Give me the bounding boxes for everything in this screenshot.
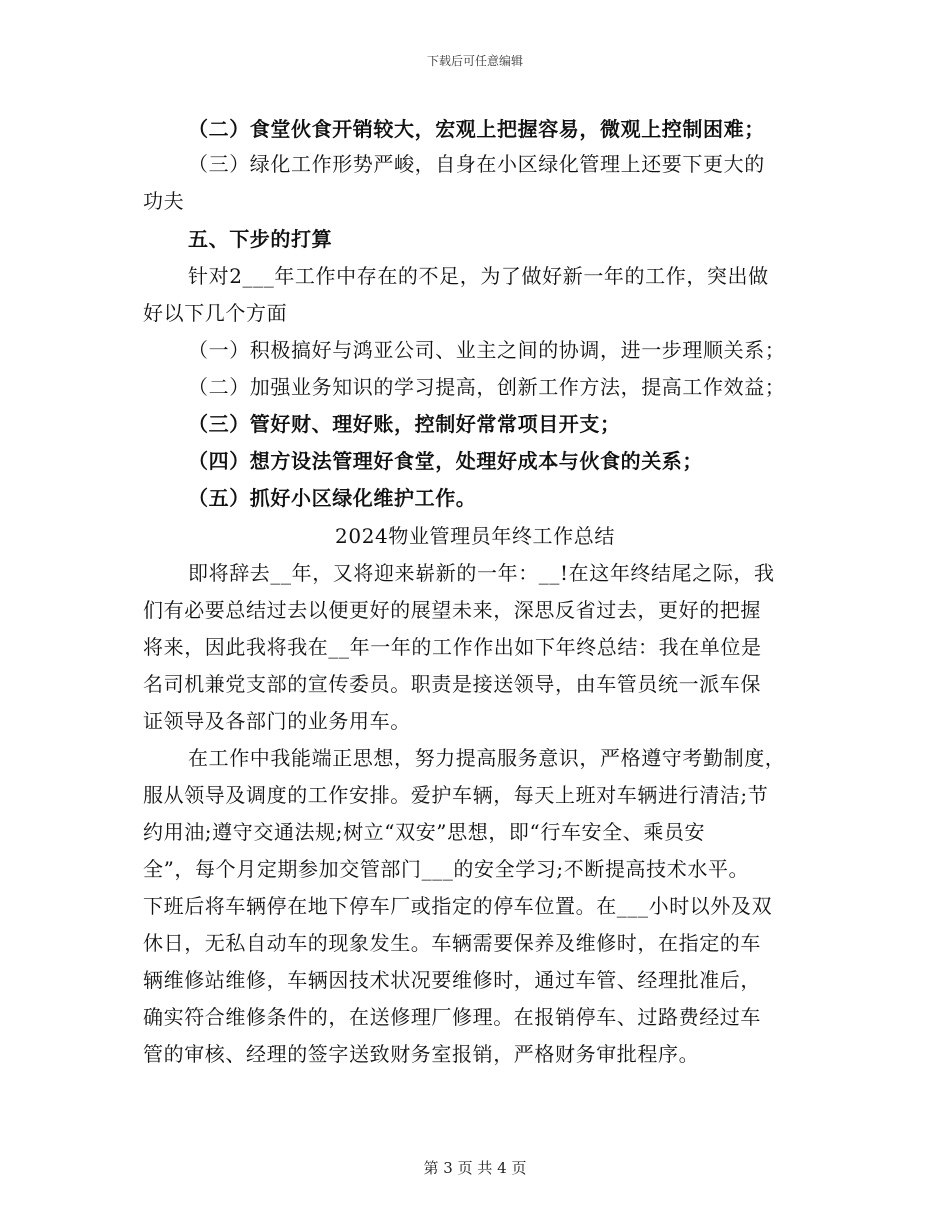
paragraph-line: 下班后将车辆停在地下停车厂或指定的停车位置。在___小时以外及双 — [143, 894, 773, 918]
list-item: （四）想方设法管理好食堂，处理好成本与伙食的关系； — [188, 449, 703, 473]
paragraph-line: 服从领导及调度的工作安排。爱护车辆，每天上班对车辆进行清洁;节 — [143, 783, 769, 807]
list-item: （三）绿化工作形势严峻，自身在小区绿化管理上还要下更大的 — [188, 152, 765, 176]
paragraph-line: 将来，因此我将我在__年一年的工作作出如下年终总结：我在单位是 — [143, 635, 762, 659]
paragraph-line: 针对2___年工作中存在的不足，为了做好新一年的工作，突出做 — [188, 264, 769, 288]
paragraph-line: 约用油;遵守交通法规;树立“双安”思想，即“行车安全、乘员安 — [143, 820, 706, 844]
paragraph-line: 管的审核、经理的签字送致财务室报销，严格财务审批程序。 — [143, 1042, 700, 1066]
paragraph-line: 好以下几个方面 — [143, 301, 288, 325]
paragraph-line: 证领导及各部门的业务用车。 — [143, 709, 411, 733]
list-item: （二）加强业务知识的学习提高，创新工作方法，提高工作效益； — [188, 375, 786, 399]
section-heading: 五、下步的打算 — [188, 227, 333, 251]
list-item: （五）抓好小区绿化维护工作。 — [188, 486, 477, 510]
paragraph-line: 们有必要总结过去以便更好的展望未来，深思反省过去，更好的把握 — [143, 598, 761, 622]
paragraph-line: 全”，每个月定期参加交管部门___的安全学习;不断提高技术水平。 — [143, 857, 750, 881]
list-item: （三）管好财、理好账，控制好常常项目开支； — [188, 412, 621, 436]
paragraph-line: 确实符合维修条件的，在送修理厂修理。在报销停车、过路费经过车 — [143, 1005, 761, 1029]
list-item: （二）食堂伙食开销较大，宏观上把握容易，微观上控制困难； — [188, 117, 765, 141]
paragraph-line: 在工作中我能端正思想，努力提高服务意识，严格遵守考勤制度， — [188, 746, 786, 770]
paragraph-line: 功夫 — [143, 189, 185, 213]
page-footer: 第 3 页 共 4 页 — [423, 1159, 527, 1177]
page-header: 下载后可任意编辑 — [426, 54, 523, 68]
list-item: （一）积极搞好与鸿亚公司、业主之间的协调，进一步理顺关系； — [188, 338, 786, 362]
document-title: 2024物业管理员年终工作总结 — [335, 524, 615, 548]
paragraph-line: 休日，无私自动车的现象发生。车辆需要保养及维修时，在指定的车 — [143, 931, 761, 955]
paragraph-line: 名司机兼党支部的宣传委员。职责是接送领导，由车管员统一派车保 — [143, 672, 761, 696]
paragraph-line: 辆维修站维修，车辆因技术状况要维修时，通过车管、经理批准后， — [143, 968, 761, 992]
paragraph-line: 即将辞去__年，又将迎来崭新的一年：__!在这年终结尾之际，我 — [188, 561, 775, 585]
